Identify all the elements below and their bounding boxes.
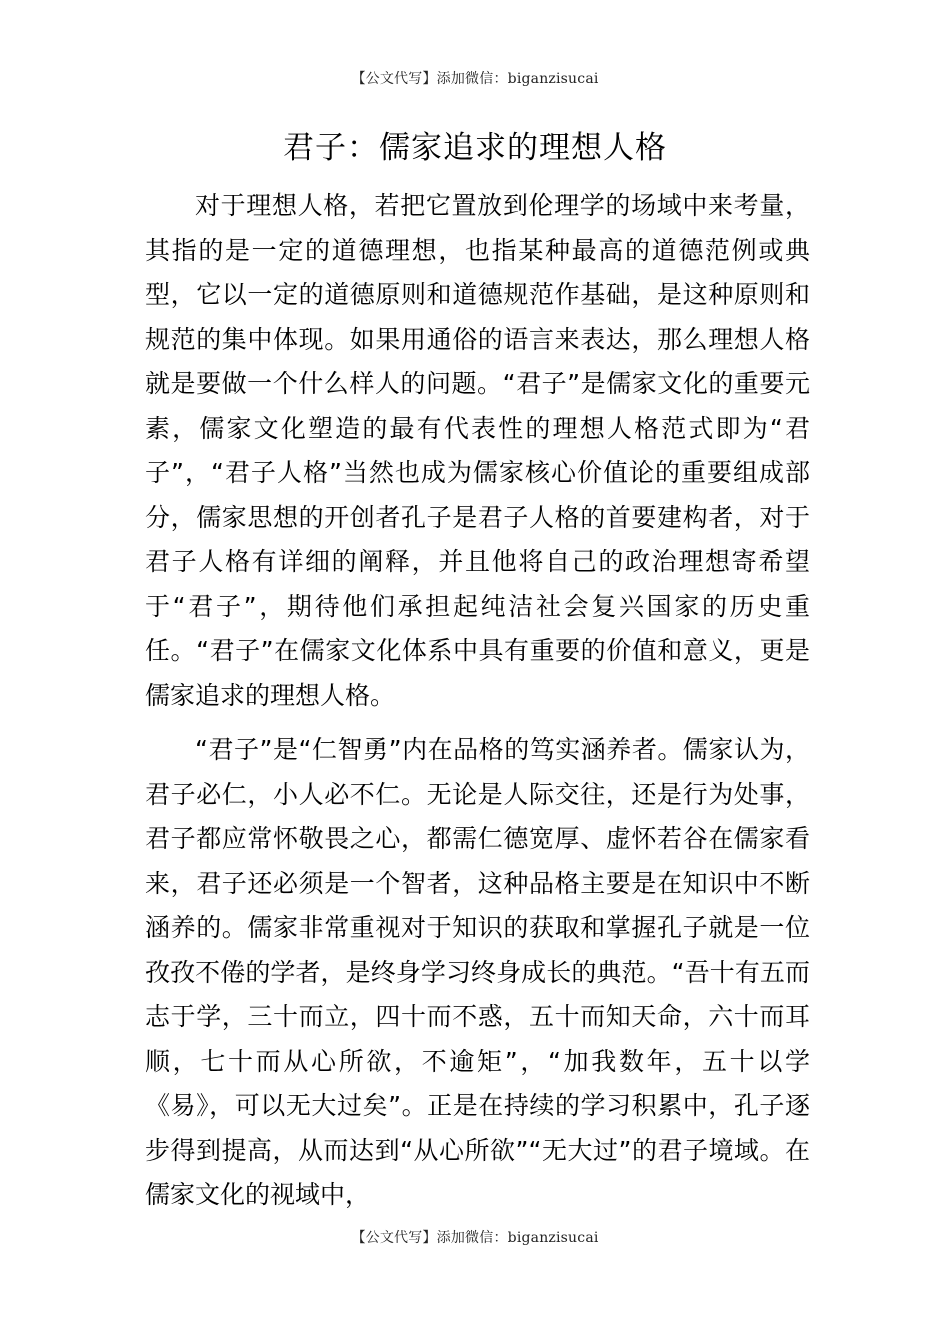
document-body xyxy=(145,184,810,1228)
paragraph-1: 对于理想人格，若把它置放到伦理学的场域中来考量，其指的是一定的道德理想，也指某种最高的道德范例或典型，它以一定的道德原则和道德规范作基础，是这种原则和规范的集中体现。如果用通俗的语言来表达，那么理想人格就是要做一个什么样人的问题。“君子”是儒家文化的重要元素，儒家文化塑造的最有代表性的理想人格范式即为“君子”，“君子人格”当然也成为儒家核心价值论的重要组成部分，儒家思想的开创者孔子是君子人格的首要建构者，对于君子人格有详细的阐释，并且他将自己的政治理想寄希望于“君子”，期待他们承担起纯洁社会复兴国家的历史重任。“君子”在儒家文化体系中具有重要的价值和意义，更是儒家追求的理想人格。 xyxy=(145,191,810,710)
page-footer: 【公文代写】添加微信：biganzisucai xyxy=(351,1230,599,1246)
page-header: 【公文代写】添加微信：biganzisucai xyxy=(351,71,599,87)
paragraph-2: “君子”是“仁智勇”内在品格的笃实涵养者。儒家认为，君子必仁，小人必不仁。无论是人际交往，还是行为处事，君子都应常怀敬畏之心，都需仁德宽厚、虚怀若谷在儒家看来，君子还必须是一个智者，这种品格主要是在知识中不断涵养的。儒家非常重视对于知识的获取和掌握孔子就是一位孜孜不倦的学者，是终身学习终身成长的典范。“吾十有五而志于学，三十而立，四十而不惑，五十而知天命，六十而耳顺，七十而从心所欲，不逾矩”，“加我数年，五十以学《易》，可以无大过矣”。正是在持续的学习积累中，孔子逐步得到提高，从而达到“从心所欲”“无大过”的君子境域。在儒家文化的视域中， xyxy=(145,735,810,1209)
document-title: 君子：儒家追求的理想人格 xyxy=(283,130,667,166)
